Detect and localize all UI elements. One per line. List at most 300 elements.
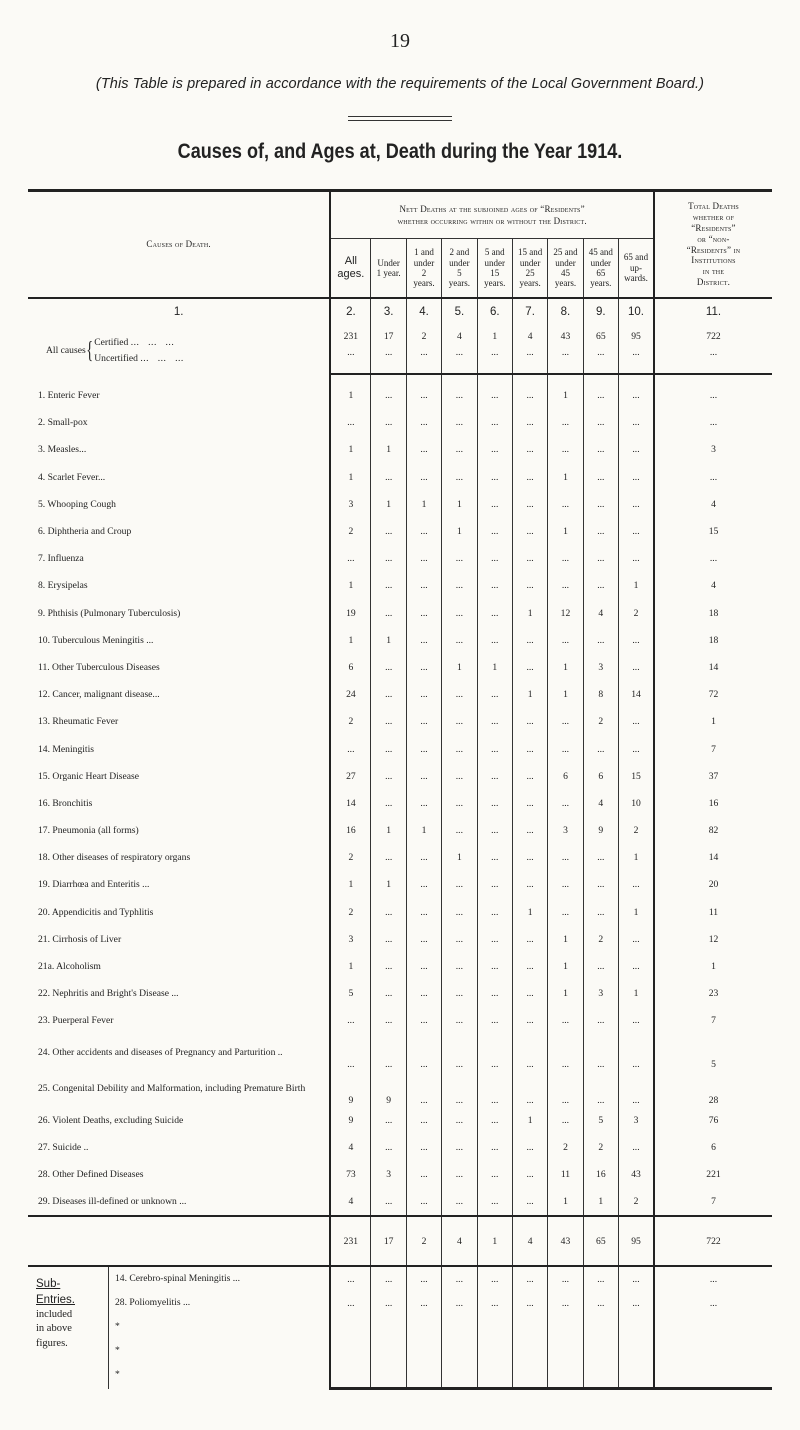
table-row xyxy=(28,926,772,953)
cell-value: ... xyxy=(654,464,772,491)
nett-deaths-line1: Nett Deaths at the subjoined ages of “Residents” xyxy=(399,203,585,214)
cell-value: ... xyxy=(442,572,477,599)
cell-value: 1 xyxy=(548,518,583,545)
total-value: 2 xyxy=(406,1216,441,1266)
cell-value: ... xyxy=(442,1035,477,1071)
cell-value: 1 xyxy=(619,572,654,599)
certified-value: 43 xyxy=(548,327,583,347)
sub-entry-value xyxy=(442,1315,477,1339)
cell-value: ... xyxy=(583,899,618,926)
sub-entry-value: ... xyxy=(583,1291,618,1315)
cell-value: ... xyxy=(583,409,618,436)
total-line8: District. xyxy=(696,276,731,287)
cell-value: ... xyxy=(583,1035,618,1071)
cell-value: ... xyxy=(442,681,477,708)
cell-value: 4 xyxy=(330,1188,371,1216)
cell-value: ... xyxy=(548,436,583,463)
cell-value: ... xyxy=(619,871,654,898)
cause-name: 2. Small-pox xyxy=(38,417,88,429)
cell-value: ... xyxy=(406,654,441,681)
cell-value: 1 xyxy=(583,1188,618,1216)
table-row xyxy=(28,1071,772,1107)
cell-value: 2 xyxy=(619,600,654,627)
cell-value: ... xyxy=(477,1188,512,1216)
cell-value: 1 xyxy=(512,899,547,926)
sub-entry-value xyxy=(548,1363,583,1389)
cell-value: ... xyxy=(583,735,618,762)
cell-value: 1 xyxy=(548,382,583,409)
cell-value: ... xyxy=(406,1188,441,1216)
cell-value: ... xyxy=(442,735,477,762)
cell-value: ... xyxy=(512,545,547,572)
cell-value: ... xyxy=(654,382,772,409)
cell-value: ... xyxy=(406,518,441,545)
cell-value: 9 xyxy=(330,1107,371,1134)
cell-value: 5 xyxy=(583,1107,618,1134)
cause-name: 21a. Alcoholism xyxy=(38,961,101,973)
cell-value: ... xyxy=(548,735,583,762)
cell-value: ... xyxy=(477,1134,512,1161)
table-row xyxy=(28,409,772,436)
table-row xyxy=(28,763,772,790)
col-number: 2. xyxy=(330,298,371,327)
cause-name: 14. Meningitis xyxy=(38,743,94,755)
cell-value: ... xyxy=(442,871,477,898)
total-line2: whether of xyxy=(692,212,735,223)
cell-value: 15 xyxy=(654,518,772,545)
sub-entry-value: ... xyxy=(371,1291,406,1315)
cell-value: ... xyxy=(371,790,406,817)
cell-value: ... xyxy=(406,1161,441,1188)
cell-value: ... xyxy=(512,518,547,545)
sub-entry-value: ... xyxy=(548,1266,583,1291)
sub-entry-value: ... xyxy=(330,1291,371,1315)
total-line4: or “non- xyxy=(697,233,730,244)
cell-value: 16 xyxy=(654,790,772,817)
uncertified-value: ... xyxy=(583,347,618,374)
cell-value: ... xyxy=(583,627,618,654)
totals-label-cell xyxy=(28,1216,330,1266)
cell-value: 3 xyxy=(330,926,371,953)
cell-value: ... xyxy=(406,1071,441,1107)
sub-entry-value xyxy=(583,1315,618,1339)
sub-entries-causes xyxy=(109,1267,329,1389)
cause-name: 29. Diseases ill-defined or unknown ... xyxy=(38,1196,187,1208)
cell-value: 14 xyxy=(654,844,772,871)
cell-value: ... xyxy=(477,518,512,545)
total-value: 231 xyxy=(330,1216,371,1266)
header-row-1 xyxy=(28,191,772,239)
cell-value: ... xyxy=(512,409,547,436)
cell-value: ... xyxy=(512,817,547,844)
sub-entry-value: ... xyxy=(654,1291,772,1315)
cell-value: ... xyxy=(548,545,583,572)
certified-label: Certified xyxy=(94,336,129,348)
cause-name: 16. Bronchitis xyxy=(38,797,93,809)
cell-value: 1 xyxy=(512,600,547,627)
cell-value: ... xyxy=(548,1035,583,1071)
cell-value: ... xyxy=(477,436,512,463)
sub-entry-value: ... xyxy=(330,1266,371,1291)
cell-value: ... xyxy=(442,545,477,572)
spacer-row xyxy=(28,374,772,382)
cell-value: ... xyxy=(406,980,441,1007)
cause-name: 6. Diphtheria and Croup xyxy=(38,526,132,538)
cell-value: ... xyxy=(477,409,512,436)
cell-value: 1 xyxy=(619,844,654,871)
divider-rule-bottom xyxy=(348,120,452,121)
cell-value: ... xyxy=(406,464,441,491)
cause-name: 9. Phthisis (Pulmonary Tuberculosis) xyxy=(38,607,181,619)
cell-value: ... xyxy=(619,409,654,436)
col-number: 9. xyxy=(583,298,618,327)
cell-value: ... xyxy=(512,1071,547,1107)
table-row xyxy=(28,1107,772,1134)
cell-value: ... xyxy=(583,382,618,409)
cell-value: ... xyxy=(548,1071,583,1107)
sub-entry-value xyxy=(583,1363,618,1389)
totals-row xyxy=(28,1216,772,1266)
cell-value: ... xyxy=(406,763,441,790)
certified-value: 2 xyxy=(406,327,441,347)
table-row xyxy=(28,1161,772,1188)
cell-value: ... xyxy=(512,735,547,762)
cell-value: 6 xyxy=(654,1134,772,1161)
sub-entry-value xyxy=(512,1339,547,1363)
total-value: 722 xyxy=(654,1216,772,1266)
cell-value: 1 xyxy=(371,491,406,518)
sub-label: figures. xyxy=(36,1337,68,1349)
age-header-2-5: 2 and under 5 years. xyxy=(442,239,477,299)
sub-entry-value: ... xyxy=(477,1266,512,1291)
cell-value: ... xyxy=(371,980,406,1007)
age-header-15-25: 15 and under 25 years. xyxy=(512,239,547,299)
sub-entry-value xyxy=(330,1363,371,1389)
cause-name: 4. Scarlet Fever... xyxy=(38,471,106,483)
cell-value: ... xyxy=(477,790,512,817)
cell-value: ... xyxy=(619,1071,654,1107)
table-row xyxy=(28,600,772,627)
cell-value: 3 xyxy=(583,654,618,681)
col-number: 6. xyxy=(477,298,512,327)
cell-value: ... xyxy=(406,1035,441,1071)
table-subtitle: (This Table is prepared in accordance with the requirements of the Local Government Board.) xyxy=(95,76,705,92)
cell-value: ... xyxy=(619,382,654,409)
cell-value: 15 xyxy=(619,763,654,790)
cell-value: ... xyxy=(442,409,477,436)
cell-value: 1 xyxy=(512,681,547,708)
cell-value: 9 xyxy=(371,1071,406,1107)
table-row xyxy=(28,545,772,572)
cell-value: ... xyxy=(548,871,583,898)
cell-value: 2 xyxy=(330,708,371,735)
table-row xyxy=(28,1134,772,1161)
cell-value: 11 xyxy=(548,1161,583,1188)
cell-value: 5 xyxy=(654,1035,772,1071)
cell-value: ... xyxy=(583,1007,618,1034)
table-row xyxy=(28,1035,772,1071)
certified-value: 65 xyxy=(583,327,618,347)
cell-value: ... xyxy=(442,817,477,844)
sub-entry-value xyxy=(477,1339,512,1363)
cell-value: ... xyxy=(548,899,583,926)
cell-value: 7 xyxy=(654,735,772,762)
sub-entry-value xyxy=(654,1339,772,1363)
cell-value: ... xyxy=(619,436,654,463)
cell-value: ... xyxy=(442,1134,477,1161)
cell-value: 1 xyxy=(548,681,583,708)
cell-value: ... xyxy=(330,409,371,436)
cell-value: ... xyxy=(442,600,477,627)
cell-value: ... xyxy=(548,708,583,735)
cell-value: 3 xyxy=(330,491,371,518)
cell-value: ... xyxy=(583,545,618,572)
cell-value: ... xyxy=(548,409,583,436)
table-row xyxy=(28,464,772,491)
age-header-65-upwards: 65 and up- wards. xyxy=(619,239,654,299)
cell-value: ... xyxy=(477,600,512,627)
col-number: 7. xyxy=(512,298,547,327)
cell-value: ... xyxy=(477,980,512,1007)
sub-entry-value xyxy=(330,1315,371,1339)
sub-entry-value: ... xyxy=(406,1266,441,1291)
cell-value: ... xyxy=(371,735,406,762)
sub-label: Sub- xyxy=(36,1278,61,1291)
uncertified-value: ... xyxy=(330,347,371,374)
table-row xyxy=(28,382,772,409)
cause-name: 17. Pneumonia (all forms) xyxy=(38,825,139,837)
certified-value: 722 xyxy=(654,327,772,347)
sub-entry-value xyxy=(477,1315,512,1339)
cell-value: ... xyxy=(477,382,512,409)
cell-value: 1 xyxy=(330,436,371,463)
table-row xyxy=(28,654,772,681)
cell-value: 2 xyxy=(548,1134,583,1161)
total-value: 95 xyxy=(619,1216,654,1266)
sub-entry-rows xyxy=(28,1266,772,1389)
cell-value: ... xyxy=(442,382,477,409)
causes-of-death-header: Causes of Death. xyxy=(28,191,330,299)
cell-value: 2 xyxy=(583,926,618,953)
cell-value: ... xyxy=(477,763,512,790)
cell-value: ... xyxy=(619,1007,654,1034)
cell-value: ... xyxy=(371,899,406,926)
cell-value: ... xyxy=(477,1071,512,1107)
table-row xyxy=(28,491,772,518)
cell-value: 14 xyxy=(619,681,654,708)
cause-name: 22. Nephritis and Bright's Disease ... xyxy=(38,988,179,1000)
sub-entry-value xyxy=(442,1363,477,1389)
cell-value: ... xyxy=(512,763,547,790)
cell-value: ... xyxy=(477,953,512,980)
cause-name: 24. Other accidents and diseases of Pregnancy and Parturition .. xyxy=(38,1046,283,1058)
table-row xyxy=(28,1188,772,1216)
cell-value: 18 xyxy=(654,600,772,627)
causes-of-death-table xyxy=(28,189,772,1390)
total-value: 65 xyxy=(583,1216,618,1266)
cell-value: 6 xyxy=(548,763,583,790)
certified-value: 4 xyxy=(442,327,477,347)
cell-value: 9 xyxy=(583,817,618,844)
cell-value: ... xyxy=(406,953,441,980)
cell-value: ... xyxy=(477,735,512,762)
cell-value: ... xyxy=(512,382,547,409)
cell-value: ... xyxy=(406,600,441,627)
cell-value: ... xyxy=(512,491,547,518)
cell-value: 16 xyxy=(583,1161,618,1188)
cell-value: 14 xyxy=(330,790,371,817)
cell-value: ... xyxy=(371,518,406,545)
cell-value: ... xyxy=(619,491,654,518)
cell-value: ... xyxy=(512,1188,547,1216)
total-value: 43 xyxy=(548,1216,583,1266)
total-value: 17 xyxy=(371,1216,406,1266)
certified-value: 17 xyxy=(371,327,406,347)
sub-entry-value xyxy=(371,1363,406,1389)
cell-value: 1 xyxy=(406,817,441,844)
cell-value: 43 xyxy=(619,1161,654,1188)
table-row xyxy=(28,518,772,545)
cause-name: 11. Other Tuberculous Diseases xyxy=(38,661,160,673)
cell-value: ... xyxy=(512,926,547,953)
sub-entry-value: ... xyxy=(512,1266,547,1291)
age-header-1-2: 1 and under 2 years. xyxy=(406,239,441,299)
cause-name: 10. Tuberculous Meningitis ... xyxy=(38,634,154,646)
cell-value: 37 xyxy=(654,763,772,790)
sub-entry-value: ... xyxy=(442,1291,477,1315)
cell-value: ... xyxy=(406,382,441,409)
total-line5: “Residents” in xyxy=(686,244,741,255)
cell-value: ... xyxy=(619,926,654,953)
cell-value: 2 xyxy=(330,518,371,545)
table-row xyxy=(28,790,772,817)
cell-value: 1 xyxy=(654,953,772,980)
sub-entry-value xyxy=(619,1339,654,1363)
cell-value: 18 xyxy=(654,627,772,654)
cell-value: 10 xyxy=(619,790,654,817)
sub-label: included xyxy=(36,1309,73,1321)
cell-value: ... xyxy=(619,1035,654,1071)
cell-value: ... xyxy=(406,926,441,953)
cell-value: 1 xyxy=(371,817,406,844)
total-deaths-header xyxy=(654,191,772,299)
sub-entry-value xyxy=(654,1315,772,1339)
table-row xyxy=(28,980,772,1007)
certified-value: 95 xyxy=(619,327,654,347)
cause-name: 19. Diarrhœa and Enteritis ... xyxy=(38,879,150,891)
uncertified-label: Uncertified xyxy=(94,352,138,364)
cell-value: ... xyxy=(512,464,547,491)
cell-value: 1 xyxy=(371,436,406,463)
sub-entry-value: ... xyxy=(477,1291,512,1315)
total-line1: Total Deaths xyxy=(688,201,739,212)
table-row xyxy=(28,817,772,844)
cell-value: ... xyxy=(619,654,654,681)
all-causes-certified-row xyxy=(28,327,772,347)
sub-entry-value: ... xyxy=(512,1291,547,1315)
col-number: 5. xyxy=(442,298,477,327)
total-value: 4 xyxy=(442,1216,477,1266)
cell-value: 4 xyxy=(583,790,618,817)
col-number: 1. xyxy=(173,306,184,319)
sub-entry-value: ... xyxy=(654,1266,772,1291)
cell-value: ... xyxy=(371,926,406,953)
sub-entry-value xyxy=(406,1339,441,1363)
table-row xyxy=(28,871,772,898)
total-line6: Institutions xyxy=(691,255,736,266)
cell-value: ... xyxy=(477,708,512,735)
sub-entry-value: ... xyxy=(371,1266,406,1291)
cell-value: ... xyxy=(548,627,583,654)
cell-value: ... xyxy=(406,871,441,898)
cell-value: ... xyxy=(477,681,512,708)
cell-value: ... xyxy=(406,790,441,817)
sub-entries-label-cell xyxy=(28,1266,330,1389)
cell-value: ... xyxy=(477,627,512,654)
cause-name: 18. Other diseases of respiratory organs xyxy=(38,852,191,864)
cell-value: 1 xyxy=(548,1188,583,1216)
cell-value: ... xyxy=(442,953,477,980)
total-line3: “Residents” xyxy=(691,222,736,233)
cell-value: ... xyxy=(442,1071,477,1107)
cell-value: ... xyxy=(442,1188,477,1216)
certified-value: 231 xyxy=(330,327,371,347)
cell-value: 1 xyxy=(442,491,477,518)
cell-value: 1 xyxy=(330,871,371,898)
age-header-45-65: 45 and under 65 years. xyxy=(583,239,618,299)
cell-value: ... xyxy=(512,654,547,681)
nett-deaths-line2: whether occurring within or without the District. xyxy=(397,216,587,226)
cell-value: 23 xyxy=(654,980,772,1007)
cell-value: 1 xyxy=(548,953,583,980)
cell-value: ... xyxy=(583,491,618,518)
sub-entry-value xyxy=(548,1315,583,1339)
cell-value: 73 xyxy=(330,1161,371,1188)
uncertified-value: ... xyxy=(654,347,772,374)
cell-value: 72 xyxy=(654,681,772,708)
cell-value: 5 xyxy=(330,980,371,1007)
cell-value: ... xyxy=(371,1035,406,1071)
cell-value: ... xyxy=(477,491,512,518)
cell-value: ... xyxy=(548,844,583,871)
table-row xyxy=(28,572,772,599)
cell-value: ... xyxy=(406,572,441,599)
cell-value: ... xyxy=(548,1107,583,1134)
cell-value: ... xyxy=(371,600,406,627)
cell-value: ... xyxy=(512,1161,547,1188)
cell-value: 27 xyxy=(330,763,371,790)
col-number: 8. xyxy=(548,298,583,327)
cell-value: ... xyxy=(442,1107,477,1134)
cell-value: ... xyxy=(583,871,618,898)
cell-value: 1 xyxy=(330,464,371,491)
cell-value: ... xyxy=(371,545,406,572)
page-number: 19 xyxy=(390,30,410,52)
cell-value: ... xyxy=(406,899,441,926)
brace-icon: { xyxy=(86,337,93,364)
cell-value: ... xyxy=(619,545,654,572)
cell-value: 4 xyxy=(583,600,618,627)
cell-value: ... xyxy=(512,708,547,735)
cell-value: ... xyxy=(512,871,547,898)
cell-value: ... xyxy=(371,953,406,980)
cell-value: ... xyxy=(583,1071,618,1107)
sub-entry-value xyxy=(619,1363,654,1389)
cell-value: ... xyxy=(477,545,512,572)
cell-value: ... xyxy=(512,1007,547,1034)
cell-value: ... xyxy=(406,1007,441,1034)
cell-value: 4 xyxy=(654,491,772,518)
